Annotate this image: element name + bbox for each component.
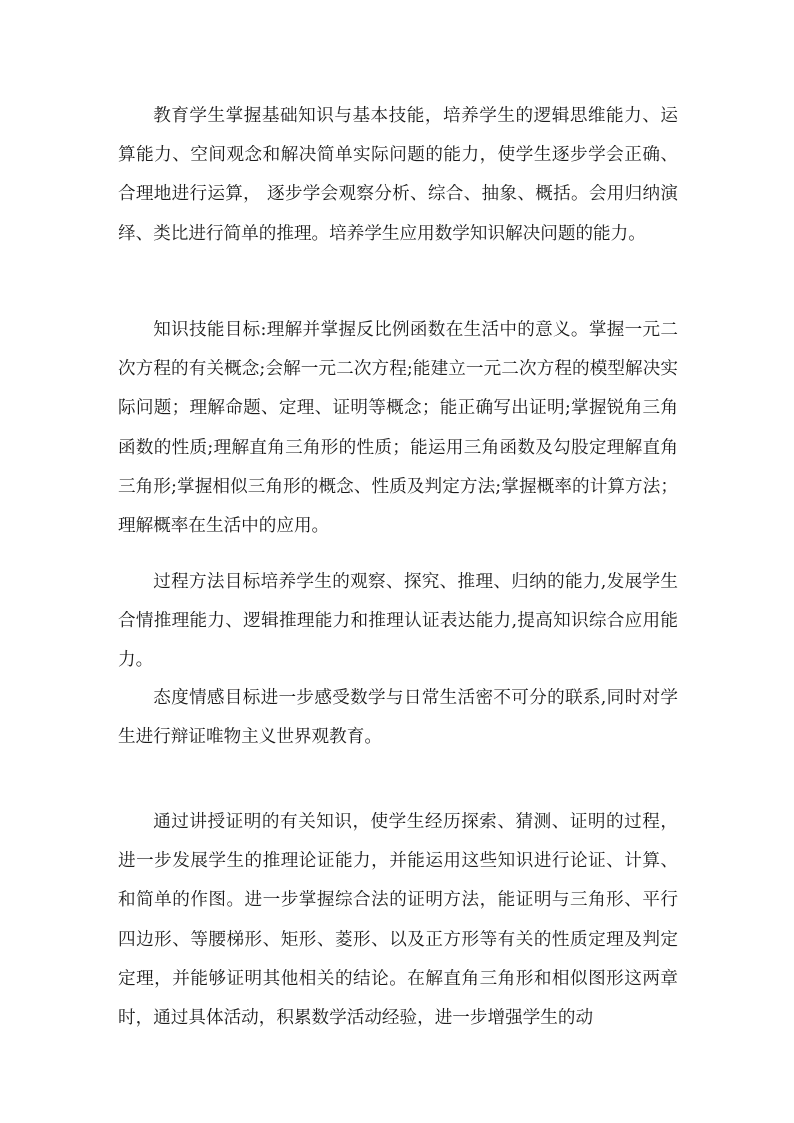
paragraph-teaching-goals: 教育学生掌握基础知识与基本技能，培养学生的逻辑思维能力、运算能力、空间观念和解决简单实际问题的能力，使学生逐步学会正确、合理地进行运算， 逐步学会观察分析、综合、抽象、概括。会用归纳演绎、类比进行简单的推理。培养学生应用数学知识解决问题的能力。: [118, 106, 678, 244]
paragraph-attitude-emotion-goals: 态度情感目标进一步感受数学与日常生活密不可分的联系,同时对学生进行辩证唯物主义世界观教育。: [118, 688, 678, 748]
paragraph-proof-teaching: 通过讲授证明的有关知识，使学生经历探索、猜测、证明的过程，进一步发展学生的推理论证能力，并能运用这些知识进行论证、计算、和简单的作图。进一步掌握综合法的证明方法，能证明与三角形、平行四边形、等腰梯形、矩形、菱形、以及正方形等有关的性质定理及判定定理，并能够证明其他相关的结论。在解直角三角形和相似图形这两章时，通过具体活动，积累数学活动经验，进一步增强学生的动: [118, 812, 678, 1029]
paragraph-knowledge-skill-goals: 知识技能目标:理解并掌握反比例函数在生活中的意义。掌握一元二次方程的有关概念;会解一元二次方程;能建立一元二次方程的模型解决实际问题；理解命题、定理、证明等概念；能正确写出证明;掌握锐角三角函数的性质;理解直角三角形的性质；能运用三角函数及勾股定理解直角三角形;掌握相似三角形的概念、性质及判定方法;掌握概率的计算方法；理解概率在生活中的应用。: [118, 320, 678, 537]
paragraph-process-method-goals: 过程方法目标培养学生的观察、探究、推理、归纳的能力,发展学生合情推理能力、逻辑推理能力和推理认证表达能力,提高知识综合应用能力。: [118, 572, 678, 671]
